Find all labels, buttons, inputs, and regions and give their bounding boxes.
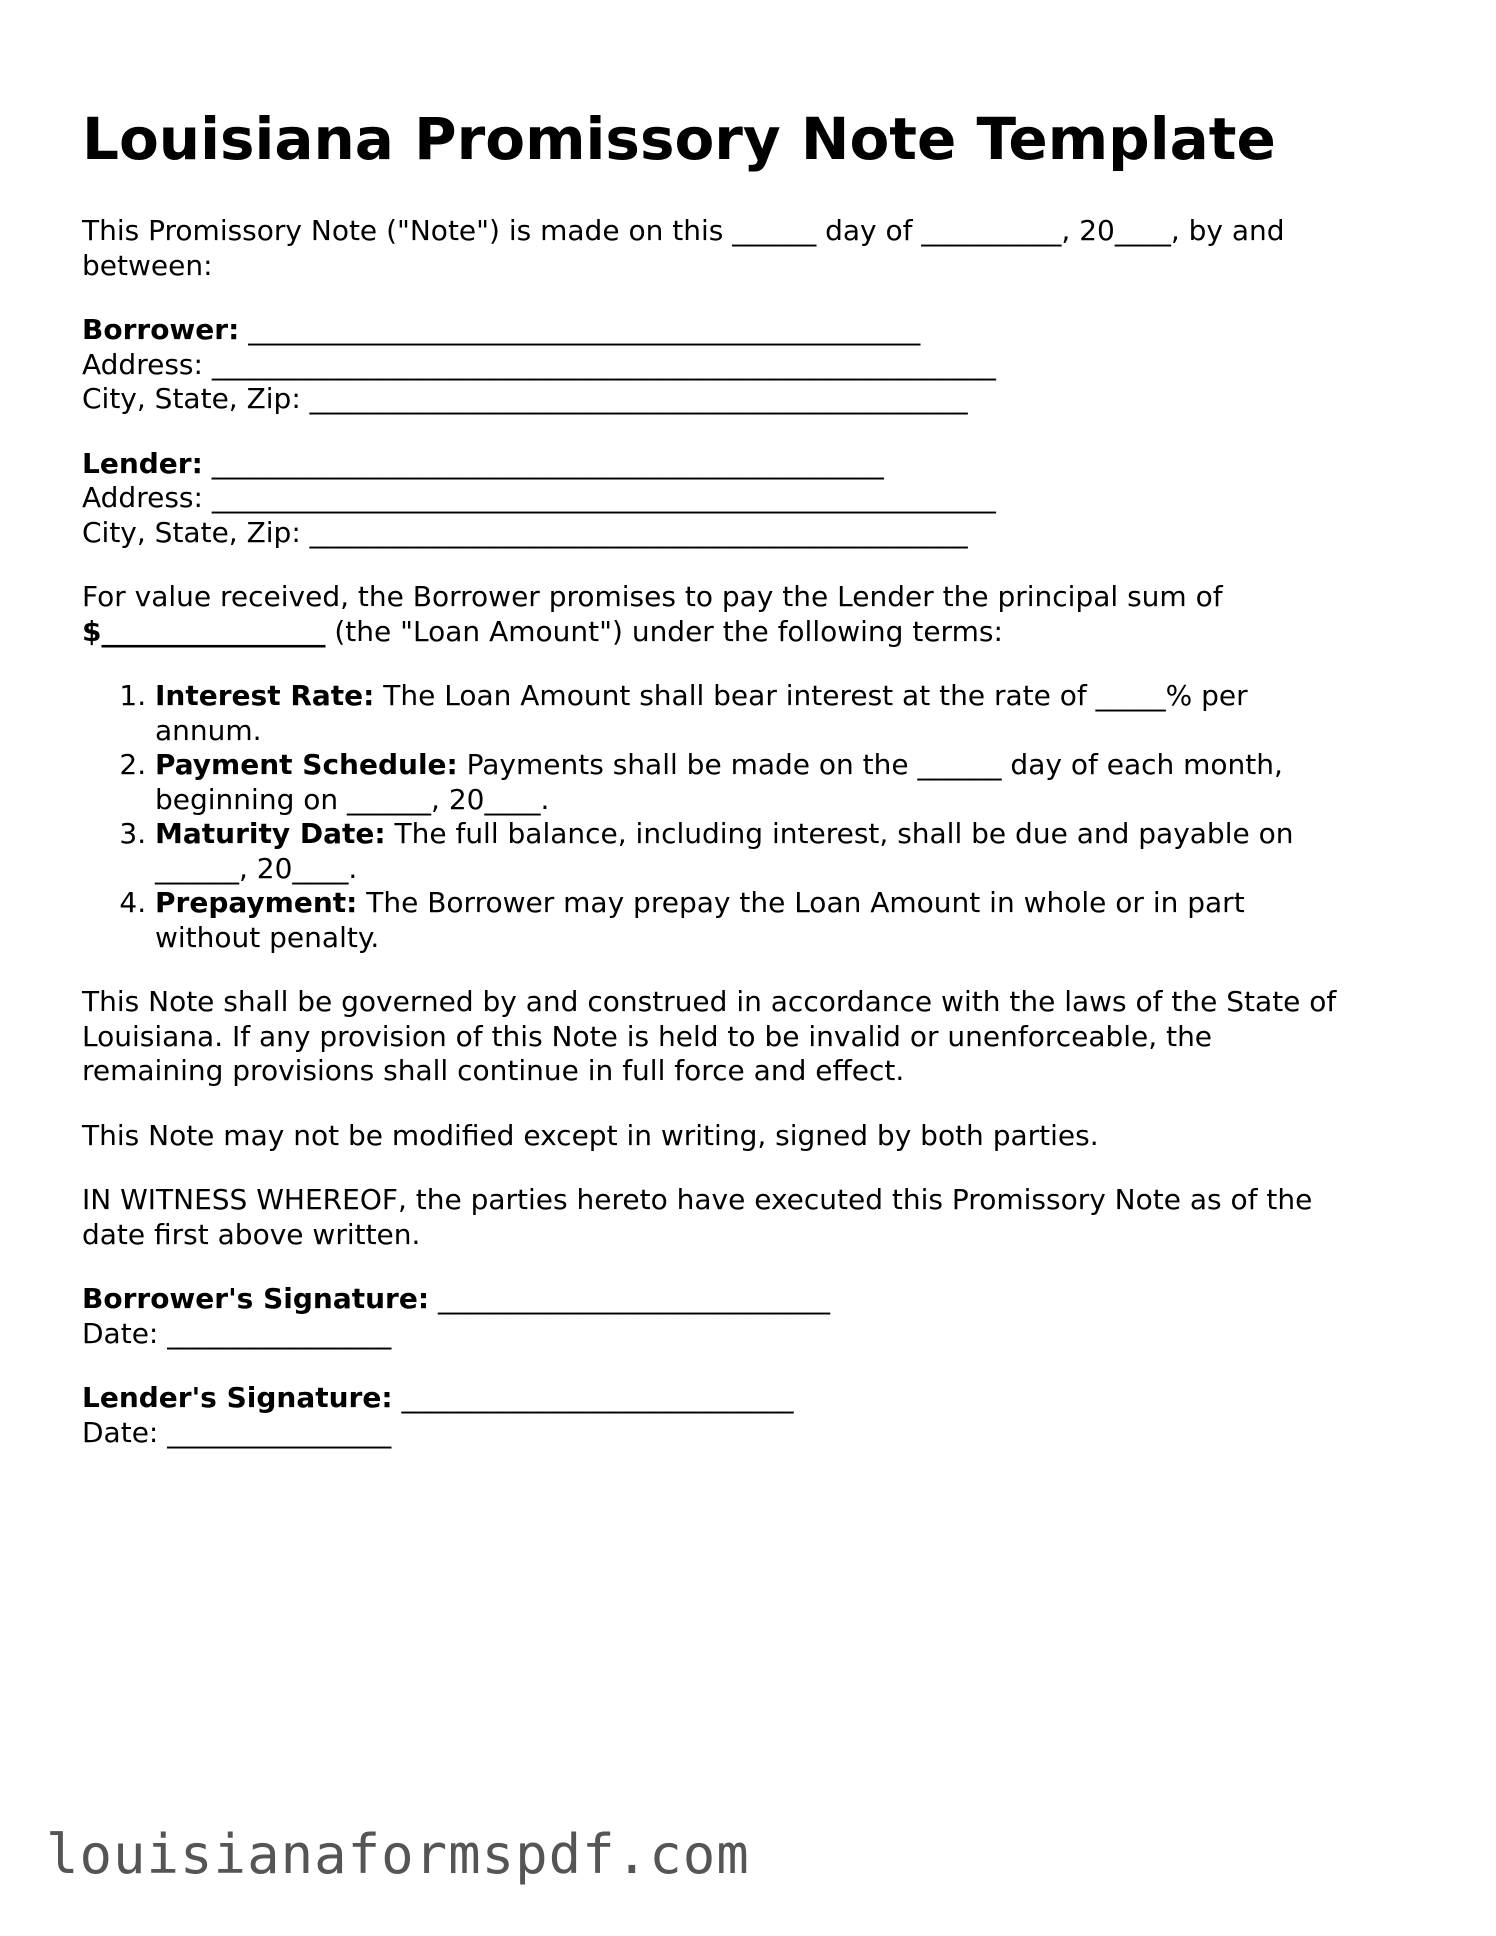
modification-paragraph — [82, 1119, 1422, 1154]
term-text: The full balance, including interest, shall be due and payable on — [385, 817, 1294, 850]
term-item-maturity-date — [155, 817, 1422, 886]
site-watermark: louisianaformspdf.com — [46, 1823, 750, 1886]
borrower-city-state-zip-field: City, State, Zip: _______________________________________________ — [82, 382, 968, 415]
borrower-signature-label: Borrower's Signature: — [82, 1282, 430, 1315]
borrower-signature-field: ____________________________ — [429, 1282, 830, 1315]
lender-block — [82, 447, 1422, 551]
term-line-2: beginning on ______, 20____. — [155, 782, 550, 816]
borrower-date-field: Date: ________________ — [82, 1316, 392, 1350]
principal-paragraph — [82, 580, 1422, 649]
governing-line-2: Louisiana. If any provision of this Note is held to be invalid or unenforceable, the — [82, 1019, 1213, 1053]
term-line-2: ______, 20____. — [155, 851, 358, 885]
term-line-1 — [155, 886, 1422, 921]
borrower-name-line — [82, 313, 1422, 348]
modification-line: This Note may not be modified except in writing, signed by both parties. — [82, 1118, 1099, 1152]
term-label: Prepayment: — [155, 886, 358, 919]
term-item-prepayment — [155, 886, 1422, 955]
lender-signature-label: Lender's Signature: — [82, 1381, 393, 1414]
principal-line-2 — [82, 615, 1422, 650]
borrower-name-field: ________________________________________________ — [239, 313, 921, 346]
lender-address-field: Address: ________________________________________________________ — [82, 481, 996, 514]
lender-name-field: ________________________________________________ — [202, 446, 884, 480]
term-item-payment-schedule — [155, 748, 1422, 817]
governing-line-1: This Note shall be governed by and construed in accordance with the laws of the State of — [82, 985, 1337, 1018]
intro-line-2: between: — [82, 248, 213, 282]
principal-line-2-text: (the "Loan Amount") under the following terms: — [325, 614, 1003, 648]
borrower-block — [82, 313, 1422, 417]
witness-line-2: date first above written. — [82, 1217, 421, 1251]
loan-amount-field: $________________ — [82, 614, 326, 648]
term-text: Payments shall be made on the ______ day of each month, — [457, 748, 1283, 781]
term-text: The Borrower may prepay the Loan Amount in whole or in part — [357, 886, 1245, 919]
term-item-interest-rate — [155, 679, 1422, 748]
intro-paragraph — [82, 214, 1422, 283]
governing-law-paragraph — [82, 985, 1422, 1089]
lender-signature-block — [82, 1381, 1422, 1450]
lender-signature-line — [82, 1381, 1422, 1416]
intro-line-1: This Promissory Note ("Note") is made on this ______ day of __________, 20____, by and — [82, 214, 1285, 247]
witness-paragraph — [82, 1183, 1422, 1252]
term-label: Maturity Date: — [155, 817, 386, 850]
lender-label: Lender: — [82, 446, 203, 480]
governing-line-3: remaining provisions shall continue in full force and effect. — [82, 1054, 905, 1087]
lender-city-state-zip-field: City, State, Zip: _______________________________________________ — [82, 515, 968, 549]
witness-line-1: IN WITNESS WHEREOF, the parties hereto have executed this Promissory Note as of the — [82, 1183, 1313, 1216]
lender-date-field: Date: ________________ — [82, 1415, 392, 1449]
principal-line-1: For value received, the Borrower promises to pay the Lender the principal sum of — [82, 580, 1223, 613]
document-title: Louisiana Promissory Note Template — [82, 105, 1276, 173]
term-text: The Loan Amount shall bear interest at the rate of _____% per — [374, 679, 1248, 712]
lender-name-line — [82, 447, 1422, 482]
lender-signature-field: ____________________________ — [392, 1381, 794, 1414]
term-line-1 — [155, 817, 1422, 852]
borrower-signature-block — [82, 1282, 1422, 1351]
term-label: Interest Rate: — [155, 679, 375, 712]
term-line-2: without penalty. — [155, 920, 380, 954]
term-line-2: annum. — [155, 713, 262, 747]
document-body — [82, 214, 1422, 1480]
borrower-label: Borrower: — [82, 313, 240, 346]
term-line-1 — [155, 679, 1422, 714]
term-label: Payment Schedule: — [155, 748, 458, 781]
term-line-1 — [155, 748, 1422, 783]
borrower-signature-line — [82, 1282, 1422, 1317]
terms-list — [82, 679, 1422, 955]
borrower-address-field: Address: ________________________________________________________ — [82, 347, 996, 381]
